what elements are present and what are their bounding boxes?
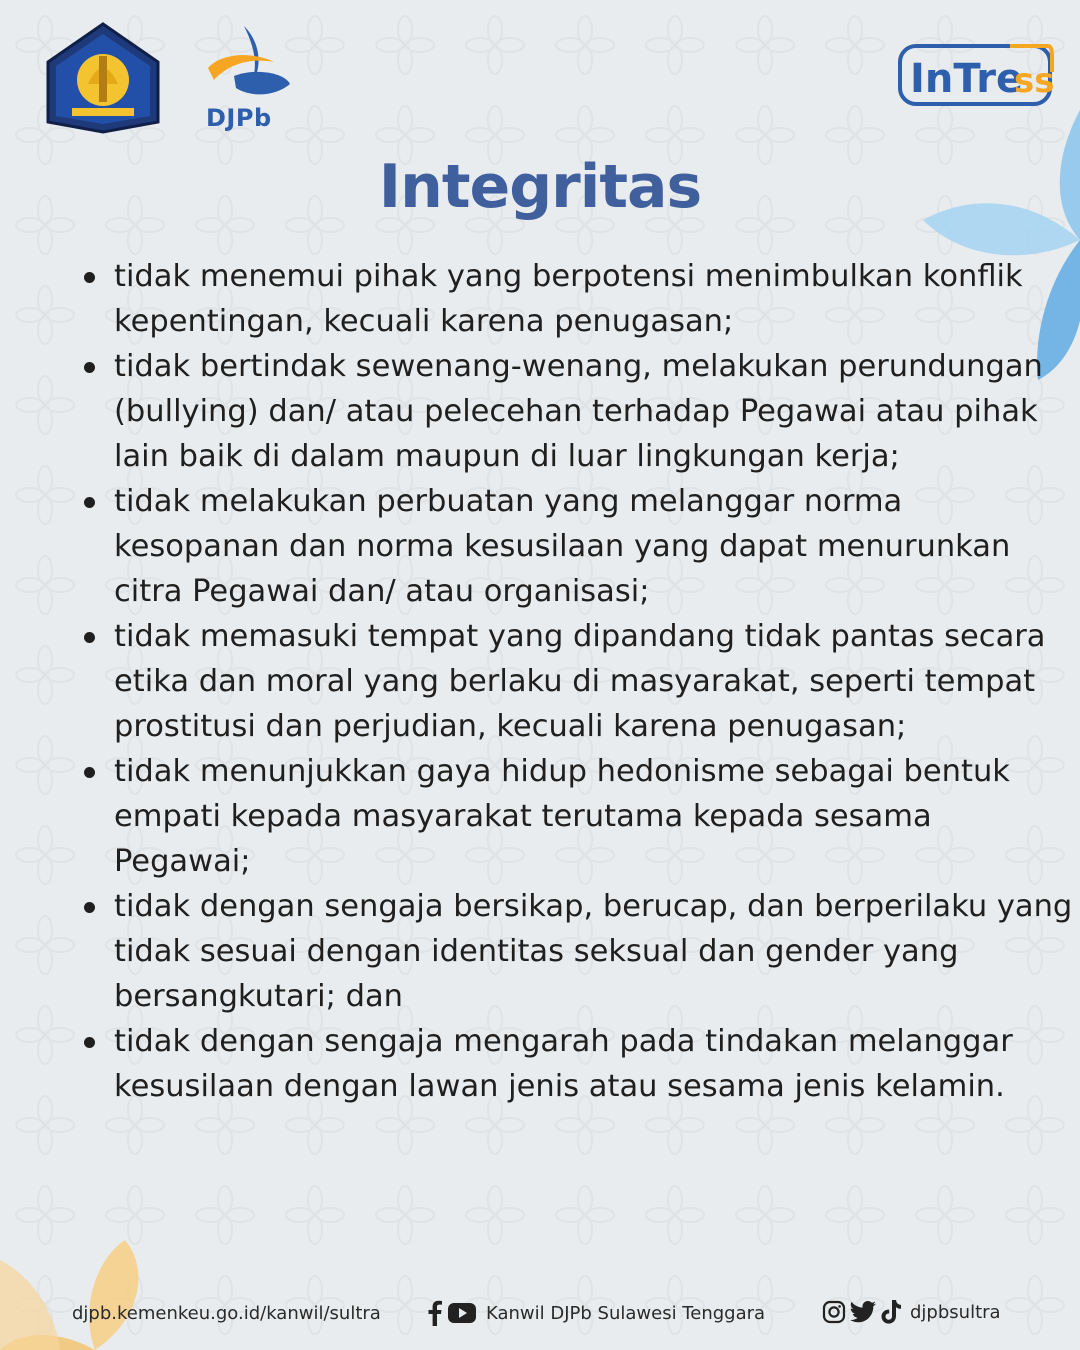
instagram-icon <box>822 1300 846 1324</box>
youtube-icon <box>448 1303 476 1323</box>
djpb-label: DJPb <box>206 104 272 132</box>
list-item: tidak dengan sengaja bersikap, berucap, dan berperilaku yang tidak sesuai dengan identitas seksual dan gender yang bersangkutari; dan <box>114 884 1074 1019</box>
intress-logo <box>898 42 1054 108</box>
facebook-youtube-name: Kanwil DJPb Sulawesi Tenggara <box>486 1302 766 1324</box>
integrity-list <box>80 254 1074 1109</box>
list-item: tidak dengan sengaja mengarah pada tindakan melanggar kesusilaan dengan lawan jenis atau sesama jenis kelamin. <box>114 1019 1074 1109</box>
facebook-youtube-group[interactable] <box>426 1300 765 1326</box>
list-item: tidak melakukan perbuatan yang melanggar norma kesopanan dan norma kesusilaan yang dapat menurunkan citra Pegawai dan/ atau organisasi; <box>114 479 1074 614</box>
kemenkeu-logo <box>44 22 162 134</box>
list-item: tidak bertindak sewenang-wenang, melakukan perundungan (bullying) dan/ atau pelecehan terhadap Pegawai atau pihak lain baik di dalam maupun di luar lingkungan kerja; <box>114 344 1074 479</box>
list-item: tidak memasuki tempat yang dipandang tidak pantas secara etika dan moral yang berlaku di masyarakat, seperti tempat prostitusi dan perjudian, kecuali karena penugasan; <box>114 614 1074 749</box>
page-title: Integritas <box>378 152 702 222</box>
footer <box>0 1300 1080 1330</box>
social-handle: djpbsultra <box>910 1301 1001 1323</box>
header-logos <box>44 22 1054 142</box>
svg-text:InTre: InTre <box>910 56 1024 102</box>
facebook-icon <box>426 1300 442 1326</box>
list-item: tidak menunjukkan gaya hidup hedonisme sebagai bentuk empati kepada masyarakat terutama kepada sesama Pegawai; <box>114 749 1074 884</box>
twitter-icon <box>850 1301 876 1323</box>
social-group[interactable] <box>822 1300 1001 1324</box>
list-item: tidak menemui pihak yang berpotensi menimbulkan konflik kepentingan, kecuali karena penugasan; <box>114 254 1074 344</box>
svg-text:ss: ss <box>1014 61 1054 101</box>
tiktok-icon <box>880 1300 902 1324</box>
website-link[interactable]: djpb.kemenkeu.go.id/kanwil/sultra <box>72 1303 381 1324</box>
yellow-flower-decoration <box>0 1240 170 1350</box>
